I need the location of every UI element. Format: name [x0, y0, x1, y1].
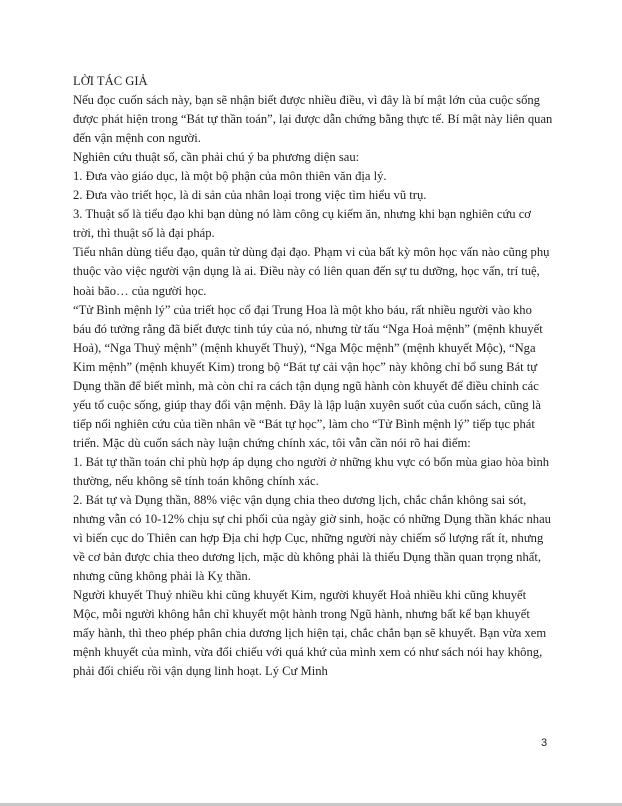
- paragraph: Nếu đọc cuốn sách này, bạn sẽ nhận biết được nhiều điều, vì đây là bí mật lớn của cuộc sống được phát hiện trong “Bát tự thần toán”, lại được dẫn chứng bằng thực tế. Bí mật này liên quan đến vận mệnh con người.: [73, 93, 553, 146]
- list-item: 1. Đưa vào giáo dục, là một bộ phận của môn thiên văn địa lý.: [73, 169, 387, 184]
- list-item: 1. Bát tự thần toán chỉ phù hợp áp dụng cho người ở những khu vực có bốn mùa giao hòa bình thường, nếu không sẽ tính toán không chính xác.: [73, 454, 550, 488]
- paragraph: Nghiên cứu thuật số, cần phải chú ý ba phương diện sau:: [73, 150, 360, 165]
- list-item: 2. Bát tự và Dụng thần, 88% việc vận dụng chia theo dương lịch, chắc chắn không sai sót, nhưng vẫn có 10-12% chịu sự chi phối của ngày giờ sinh, hoặc có những Dụng thần khác nhau vì biến cục do Thiên can hợp Địa chi hợp Cục, những người này chiếm số lượng rất ít, nhưng về cơ bản được chia theo dương lịch, mặc dù không phải là thiếu Dụng thần quan trọng nhất, nhưng cũng không phải là Kỵ thần.: [73, 493, 551, 584]
- list-item: 2. Đưa vào triết học, là di sản của nhân loại trong việc tìm hiểu vũ trụ.: [73, 188, 427, 203]
- body-text: [73, 72, 553, 682]
- page-number: 3: [541, 737, 548, 749]
- paragraph: “Tử Bình mệnh lý” của triết học cổ đại Trung Hoa là một kho báu, rất nhiều người vào kho báu đó tưởng rằng đã biết được tinh túy của nó, nhưng từ tấu “Nga Hoả mệnh” (mệnh khuyết Hoả), “Nga Thuỷ mệnh” (mệnh khuyết Thuỷ), “Nga Mộc mệnh” (mệnh khuyết Mộc), “Nga Kim mệnh” (mệnh khuyết Kim) trong bộ “Bát tự cải vận học” này không chỉ bổ sung Bát tự Dụng thần để biết mình, mà còn chỉ ra cách tận dụng ngũ hành còn khuyết để điều chỉnh các yếu tố cuộc sống, giúp thay đổi vận mệnh. Đây là lập luận xuyên suốt của cuốn sách, cũng là tiếp nối nghiên cứu của tiền nhân về “Bát tự học”, làm cho “Tử Bình mệnh lý” tiếp tục phát triển. Mặc dù cuốn sách này luận chứng chính xác, tôi vẫn cần nói rõ hai điểm:: [73, 302, 543, 450]
- paragraph: Tiểu nhân dùng tiểu đạo, quân tử dùng đại đạo. Phạm vi của bất kỳ môn học vấn nào cũng phụ thuộc vào việc người vận dụng là ai. Điều này có liên quan đến sự tu dưỡng, học vấn, trí tuệ, hoài bão… của người học.: [73, 245, 550, 298]
- list-item: 3. Thuật số là tiểu đạo khi bạn dùng nó làm công cụ kiếm ăn, nhưng khi bạn nghiên cứu cơ trời, thì thuật số là đại pháp.: [73, 207, 531, 241]
- section-title: LỜI TÁC GIẢ: [73, 74, 148, 88]
- paragraph: Người khuyết Thuỷ nhiều khi cũng khuyết Kim, người khuyết Hoả nhiều khi cũng khuyết Mộc, mỗi người không hẳn chỉ khuyết một hành trong Ngũ hành, nhưng bất kể bạn khuyết mấy hành, thì theo phép phân chia dương lịch hiện tại, chắc chắn bạn sẽ khuyết. Bạn vừa xem mệnh khuyết của mình, vừa đối chiếu với quá khứ của mình xem có như sách nói hay không, phải đối chiếu rồi vận dụng linh hoạt. Lý Cư Minh: [73, 588, 547, 679]
